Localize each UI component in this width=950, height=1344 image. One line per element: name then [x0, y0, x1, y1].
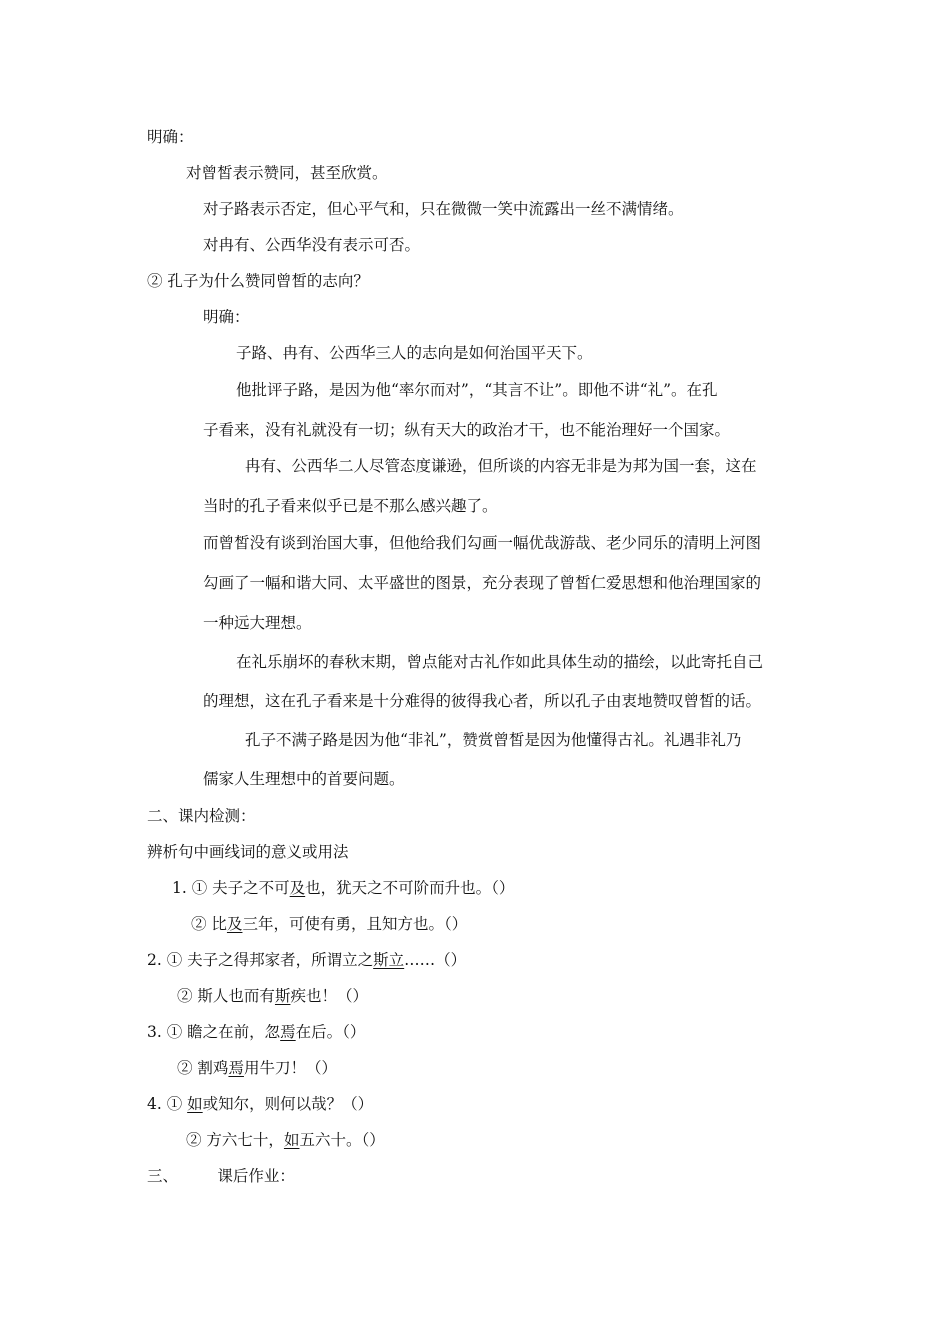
section-heading: 三、 课后作业：	[147, 1167, 295, 1185]
text-line: 在礼乐崩坏的春秋末期，曾点能对古礼作如此具体生动的描绘，以此寄托自己	[236, 653, 764, 671]
text-line: 儒家人生理想中的首要问题。	[203, 770, 405, 788]
exercise-item: 2. ① 夫子之得邦家者，所谓立之斯立……（）	[147, 951, 467, 969]
text-line: 当时的孔子看来似乎已是不那么感兴趣了。	[203, 497, 498, 515]
instruction-line: 辨析句中画线词的意义或用法	[147, 843, 349, 861]
question-line: ② 孔子为什么赞同曾皙的志向？	[147, 272, 369, 290]
text-line: 孔子不满子路是因为他“非礼”，赞赏曾皙是因为他懂得古礼。礼遇非礼乃	[245, 731, 742, 749]
section-heading: 二、课内检测：	[147, 807, 256, 825]
text-line: 冉有、公西华二人尽管态度谦逊，但所谈的内容无非是为邦为国一套，这在	[245, 457, 757, 475]
exercise-item: ② 比及三年，可使有勇，且知方也。（）	[191, 915, 468, 933]
exercise-item: ② 方六七十，如五六十。（）	[186, 1131, 385, 1149]
text-line: 勾画了一幅和谐大同、太平盛世的图景，充分表现了曾皙仁爱思想和他治理国家的	[203, 574, 762, 592]
text-line: 对子路表示否定，但心平气和，只在微微一笑中流露出一丝不满情绪。	[203, 200, 684, 218]
answer-heading: 明确：	[203, 308, 250, 326]
exercise-item: 3. ① 瞻之在前，忽焉在后。（）	[147, 1023, 366, 1041]
underlined-word: 斯	[274, 987, 291, 1005]
exercise-item: 1. ① 夫子之不可及也，犹天之不可阶而升也。（）	[172, 879, 515, 897]
underlined-word: 如	[283, 1131, 300, 1149]
text-line: 的理想，这在孔子看来是十分难得的彼得我心者，所以孔子由衷地赞叹曾皙的话。	[203, 692, 762, 710]
exercise-item: 4. ① 如或知尔，则何以哉？（）	[147, 1095, 374, 1113]
underlined-word: 及	[289, 879, 306, 897]
text-line: 而曾皙没有谈到治国大事，但他给我们勾画一幅优哉游哉、老少同乐的清明上河图	[203, 534, 762, 552]
text-line: 一种远大理想。	[203, 614, 312, 632]
text-line: 他批评子路，是因为他“率尔而对”，“其言不让”。即他不讲“礼”。在孔	[236, 381, 718, 399]
underlined-word: 及	[226, 915, 243, 933]
text-line: 对曾皙表示赞同，甚至欣赏。	[186, 164, 388, 182]
answer-heading: 明确：	[147, 128, 194, 146]
exercise-item: ② 斯人也而有斯疾也！（）	[177, 987, 368, 1005]
underlined-word: 如	[187, 1095, 203, 1113]
underlined-word: 焉	[228, 1059, 244, 1077]
exercise-item: ② 割鸡焉用牛刀！（）	[177, 1059, 337, 1077]
text-line: 子看来，没有礼就没有一切；纵有天大的政治才干，也不能治理好一个国家。	[203, 421, 731, 439]
text-line: 子路、冉有、公西华三人的志向是如何治国平天下。	[236, 344, 593, 362]
underlined-word: 焉	[280, 1023, 296, 1041]
text-line: 对冉有、公西华没有表示可否。	[203, 236, 421, 254]
underlined-word: 斯立	[373, 951, 405, 969]
